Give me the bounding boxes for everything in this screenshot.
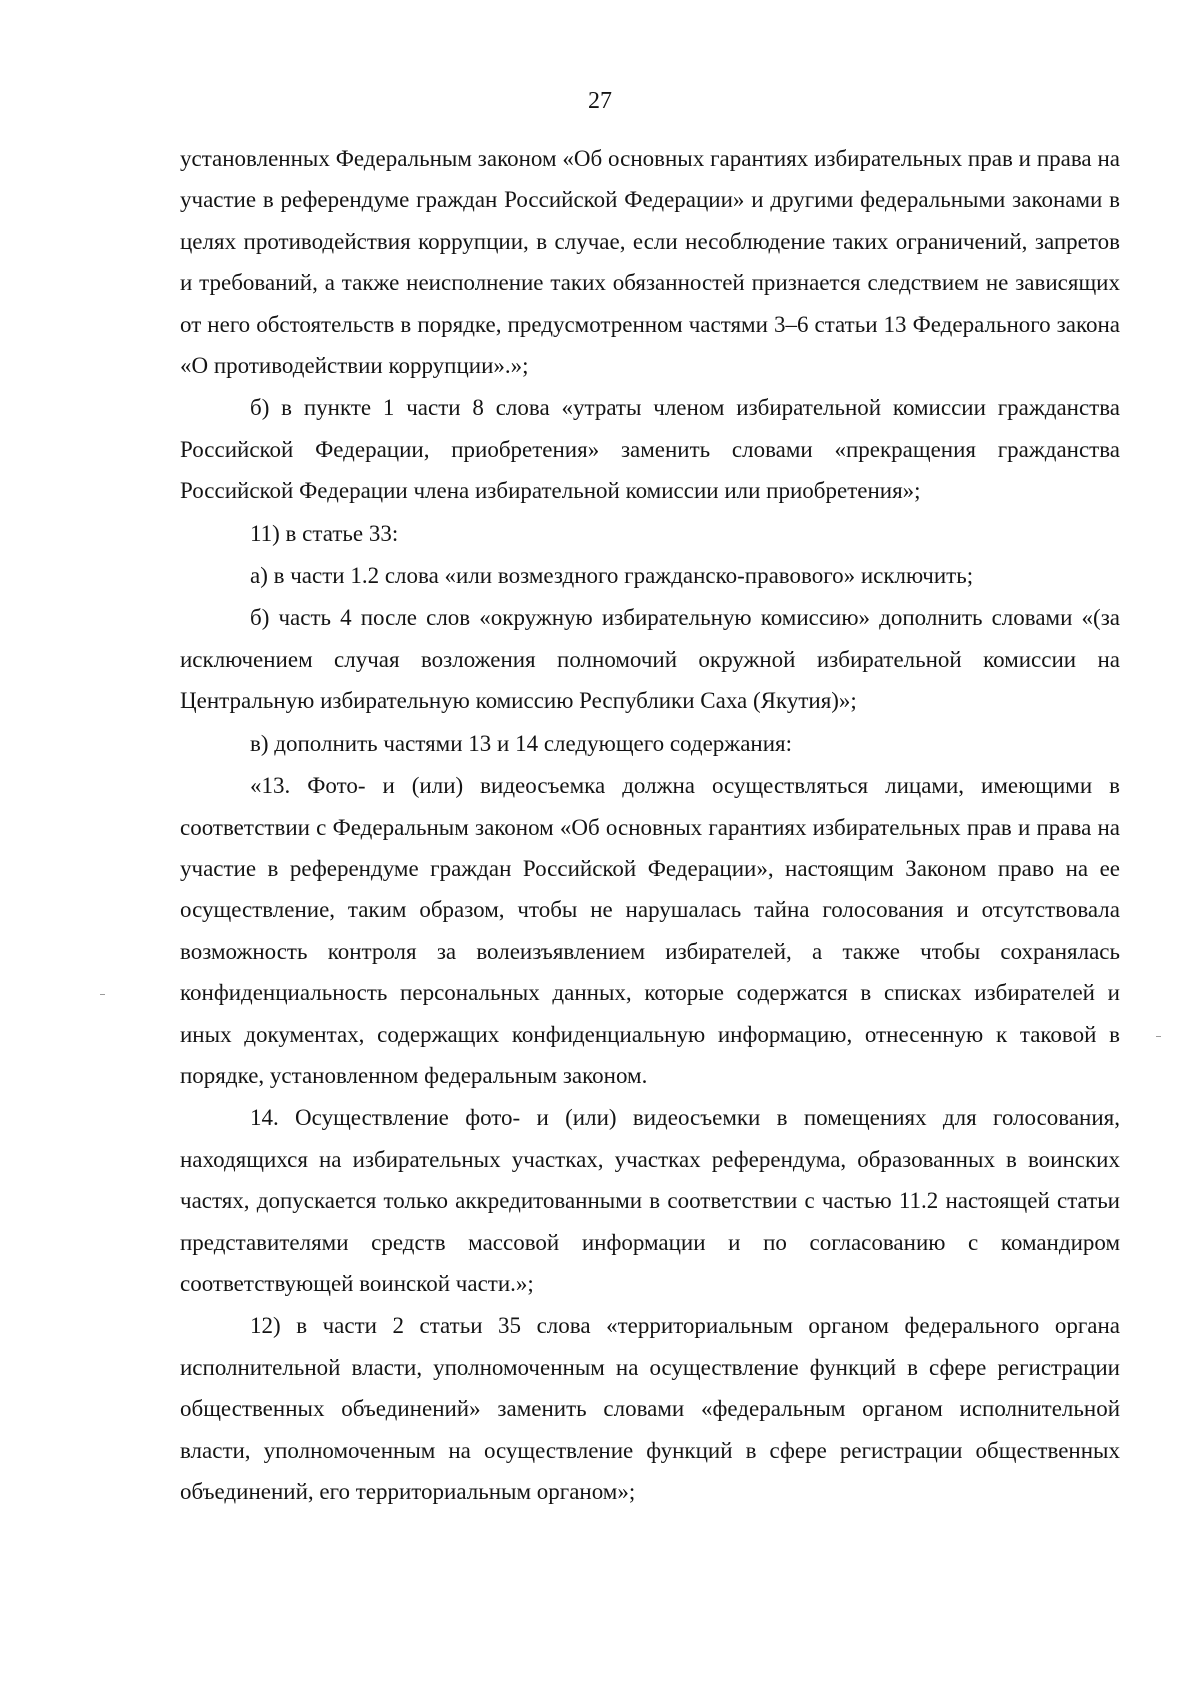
document-body: [180, 138, 1120, 1513]
paragraph-item-12: 12) в части 2 статьи 35 слова «территориальным органом федерального органа исполнительной власти, уполномоченным на осуществление функций в сфере регистрации общественных объединений» заменить словами «федеральным органом исполнительной власти, уполномоченным на осуществление функций в сфере регистрации общественных объединений, его территориальным органом»;: [180, 1313, 1120, 1504]
scan-artifact-left: [100, 994, 105, 995]
paragraph-item-11: 11) в статье 33:: [250, 520, 399, 546]
paragraph-item-a: а) в части 1.2 слова «или возмездного гражданско-правового» исключить;: [250, 563, 974, 589]
paragraph-item-b-part-4: б) часть 4 после слов «окружную избирательную комиссию» дополнить словами «(за исключением случая возложения полномочий окружной избирательной комиссии на Центральную избирательную комиссию Республики Саха (Якутия)»;: [180, 605, 1120, 714]
paragraph-part-14: 14. Осуществление фото- и (или) видеосъемки в помещениях для голосования, находящихся на избирательных участках, участках референдума, образованных в воинских частях, допускается только аккредитованными в соответствии с частью 11.2 настоящей статьи представителями средств массовой информации и по согласованию с командиром соответствующей воинской части.»;: [180, 1105, 1120, 1296]
scan-artifact-right: [1156, 1036, 1161, 1037]
paragraph-item-b: б) в пункте 1 части 8 слова «утраты членом избирательной комиссии гражданства Российской Федерации, приобретения» заменить словами «прекращения гражданства Российской Федерации члена избирательной комиссии или приобретения»;: [180, 395, 1120, 504]
page-number: 27: [588, 88, 612, 114]
paragraph-continuation: установленных Федеральным законом «Об основных гарантиях избирательных прав и права на участие в референдуме граждан Российской Федерации» и другими федеральными законами в целях противодействия коррупции, в случае, если несоблюдение таких ограничений, запретов и требований, а также неисполнение таких обязанностей признается следствием не зависящих от него обстоятельств в порядке, предусмотренном частями 3–6 статьи 13 Федерального закона «О противодействии коррупции».»;: [180, 146, 1120, 379]
paragraph-item-v: в) дополнить частями 13 и 14 следующего содержания:: [250, 730, 792, 756]
paragraph-part-13: «13. Фото- и (или) видеосъемка должна осуществляться лицами, имеющими в соответствии с Федеральным законом «Об основных гарантиях избирательных прав и права на участие в референдуме граждан Российской Федерации», настоящим Законом право на ее осуществление, таким образом, чтобы не нарушалась тайна голосования и отсутствовала возможность контроля за волеизъявлением избирателей, а также чтобы сохранялась конфиденциальность персональных данных, которые содержатся в списках избирателей и иных документах, содержащих конфиденциальную информацию, отнесенную к таковой в порядке, установленном федеральным законом.: [180, 773, 1120, 1088]
